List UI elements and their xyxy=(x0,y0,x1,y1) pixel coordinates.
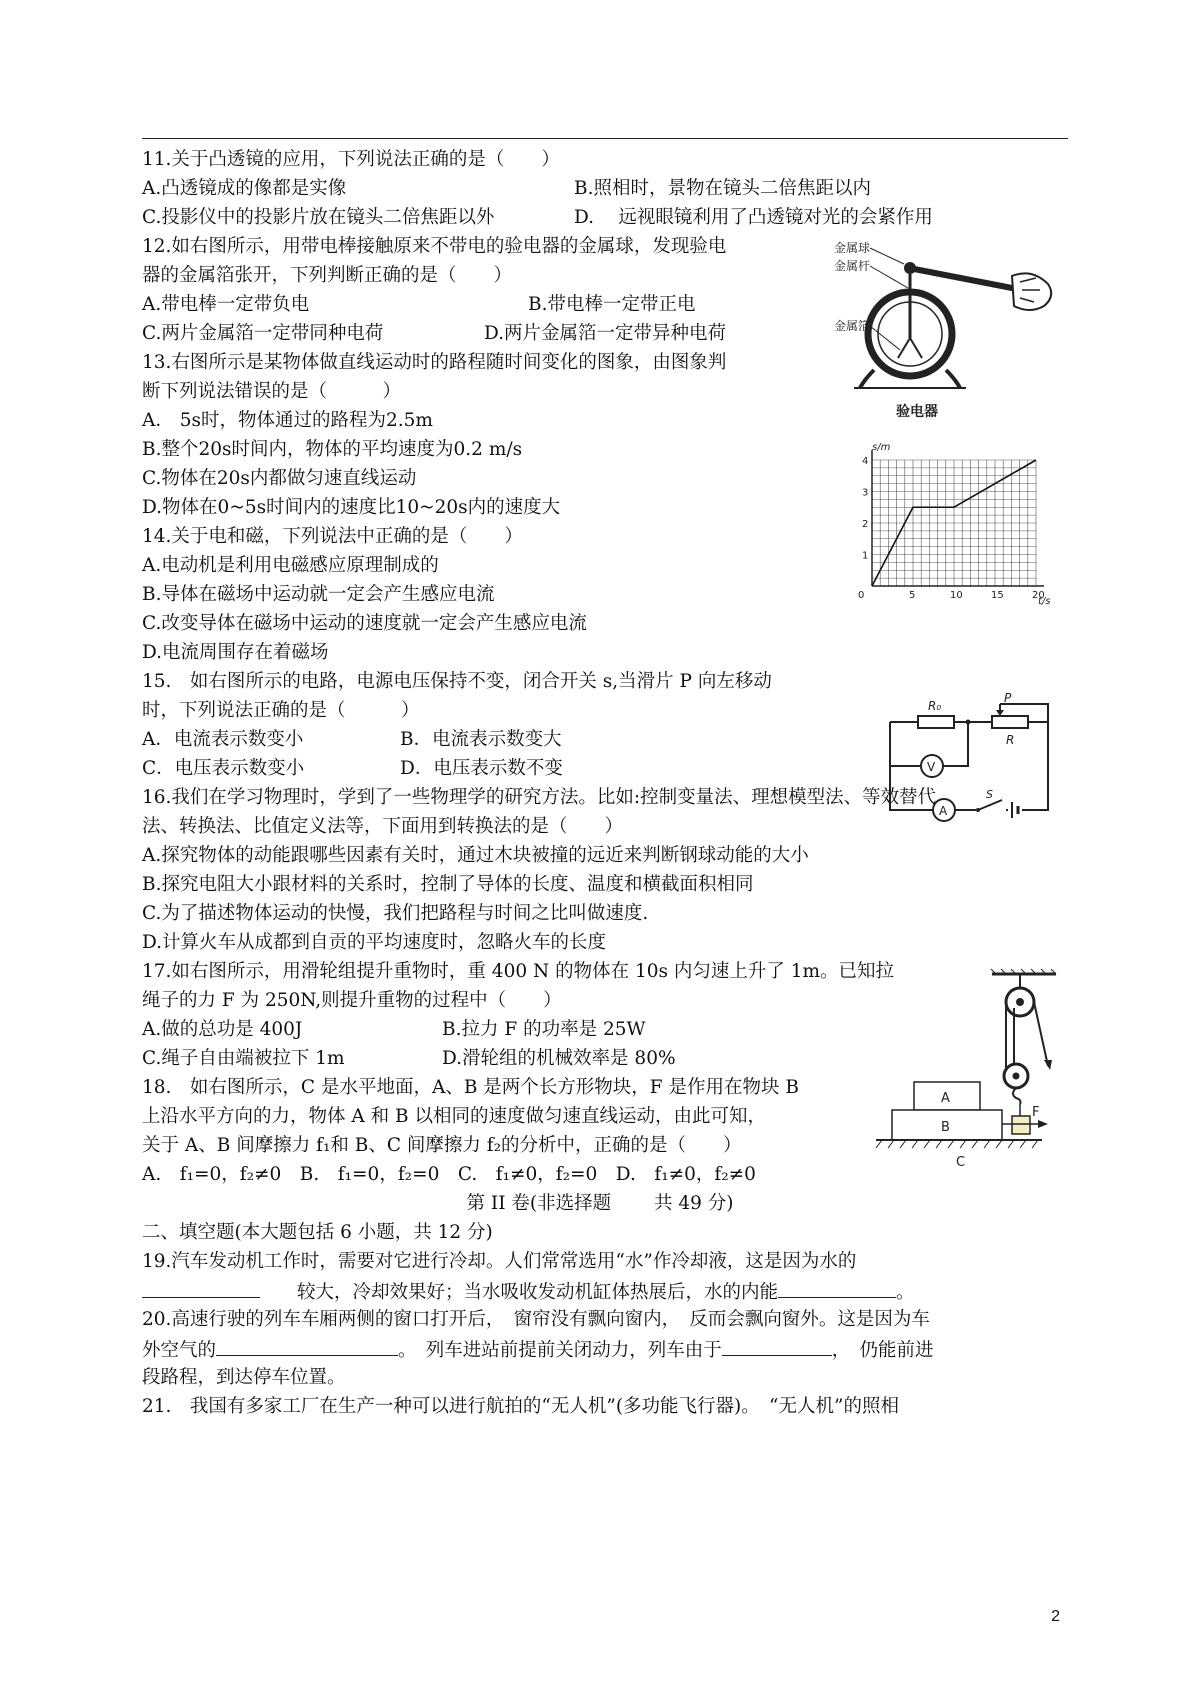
circuit-voltmeter-label: V xyxy=(927,760,936,774)
q16-option-a: A.探究物体的动能跟哪些因素有关时，通过木块被撞的远近来判断钢球动能的大小 xyxy=(142,845,809,866)
q13-option-c: C.物体在20s内都做匀速直线运动 xyxy=(142,468,417,489)
q15-option-d: D．电压表示数不变 xyxy=(400,758,563,779)
electroscope-caption: 验电器 xyxy=(896,404,938,420)
q19-text-1: 较大，冷却效果好；当水吸收发动机缸体热展后，水的内能 xyxy=(260,1282,779,1303)
chart-grid xyxy=(872,460,1036,586)
q20-text-1: 外空气的 xyxy=(142,1340,217,1361)
q12-option-a: A.带电棒一定带负电 xyxy=(142,294,310,315)
q17-stem-line1: 17.如右图所示，用滑轮组提升重物时，重 400 N 的物体在 10s 内匀速上升了 1m。已知拉 xyxy=(142,961,895,982)
y-tick-label: 3 xyxy=(862,487,869,499)
q19-line2 xyxy=(142,1279,915,1305)
q16-stem-line2: 法、转换法、比值定义法等，下面用到转换法的是（ ） xyxy=(142,816,624,837)
q19-text-2: 。 xyxy=(896,1282,915,1303)
electroscope-figure xyxy=(834,238,1064,424)
q13-option-d: D.物体在0~5s时间内的速度比10~20s内的速度大 xyxy=(142,497,561,518)
q17-option-a: A.做的总功是 400J xyxy=(142,1019,303,1040)
block-a-label: A xyxy=(941,1091,950,1106)
header-rule xyxy=(142,138,1068,139)
q13-option-a: A． 5s时，物体通过的路程为2.5m xyxy=(142,410,433,431)
q13-option-b: B.整个20s时间内，物体的平均速度为0.2 m/s xyxy=(142,439,523,460)
q11-option-b: B.照相时，景物在镜头二倍焦距以内 xyxy=(574,178,871,199)
electroscope-label-ball: 金属球 xyxy=(834,241,871,255)
q14-option-d: D.电流周围存在着磁场 xyxy=(142,642,329,663)
x-tick-label: 5 xyxy=(909,590,916,601)
q11-option-a: A.凸透镜成的像都是实像 xyxy=(142,178,347,199)
x-tick-label: 15 xyxy=(991,590,1004,601)
circuit-label-p: P xyxy=(1004,692,1012,705)
q20-line3: 段路程，到达停车位置。 xyxy=(142,1367,346,1388)
q18-options: A. f₁=0，f₂≠0 B. f₁=0，f₂=0 C. f₁≠0，f₂=0 D. f₁≠0，f₂≠0 xyxy=(142,1164,756,1185)
distance-time-chart xyxy=(850,440,1060,606)
q17-stem-line2: 绳子的力 F 为 250N,则提升重物的过程中（ ） xyxy=(142,990,562,1011)
circuit-ammeter-label: A xyxy=(939,804,948,818)
q20-blank-1[interactable] xyxy=(216,1337,398,1356)
q18-stem-line1: 18. 如右图所示，C 是水平地面，A、B 是两个长方形物块，F 是作用在物块 B xyxy=(142,1077,799,1098)
electroscope-label-rod: 金属杆 xyxy=(834,259,871,273)
q11-stem: 11.关于凸透镜的应用，下列说法正确的是（ ） xyxy=(142,149,560,170)
q12-option-b: B.带电棒一定带正电 xyxy=(528,294,696,315)
chart-xlabel: t/s xyxy=(1038,596,1051,606)
q12-stem-line1: 12.如右图所示，用带电棒接触原来不带电的验电器的金属球，发现验电 xyxy=(142,236,727,257)
y-tick-label: 2 xyxy=(862,519,869,530)
q14-option-c: C.改变导体在磁场中运动的速度就一定会产生感应电流 xyxy=(142,613,587,634)
force-f-label: F xyxy=(1032,1105,1040,1120)
x-tick-label: 20 xyxy=(1032,590,1045,601)
page-number: 2 xyxy=(1051,1608,1060,1625)
electroscope-label-foil: 金属箔 xyxy=(834,319,871,333)
q16-stem-line1: 16.我们在学习物理时，学到了一些物理学的研究方法。比如:控制变量法、理想模型法、等效替代 xyxy=(142,787,937,808)
q12-stem-line2: 器的金属箔张开，下列判断正确的是（ ） xyxy=(142,265,513,286)
q15-option-b: B．电流表示数变大 xyxy=(400,729,562,750)
q17-option-c: C.绳子自由端被拉下 1m xyxy=(142,1048,345,1069)
q20-text-3: ， 仍能前进 xyxy=(831,1340,934,1361)
q20-line1: 20.高速行驶的列车车厢两侧的窗口打开后， 窗帘没有飘向窗内， 反而会飘向窗外。这是因为车 xyxy=(142,1309,930,1330)
y-tick-label: 1 xyxy=(862,550,869,562)
q14-option-b: B.导体在磁场中运动就一定会产生感应电流 xyxy=(142,584,495,605)
circuit-label-r0: R₀ xyxy=(928,699,942,713)
q17-option-d: D.滑轮组的机械效率是 80% xyxy=(442,1048,676,1069)
q20-text-2: 。 列车进站前提前关闭动力，列车由于 xyxy=(398,1340,722,1361)
section2-title: 二、填空题(本大题包括 6 小题，共 12 分) xyxy=(142,1222,493,1243)
q18-stem-line3: 关于 A、B 间摩擦力 f₁和 B、C 间摩擦力 f₂的分析中，正确的是（ ） xyxy=(142,1135,742,1156)
q16-option-b: B.探究电阻大小跟材料的关系时，控制了导体的长度、温度和横截面积相同 xyxy=(142,874,754,895)
circuit-switch-label: S xyxy=(986,788,993,801)
q13-stem-line1: 13.右图所示是某物体做直线运动时的路程随时间变化的图象，由图象判 xyxy=(142,352,727,373)
q13-stem-line2: 断下列说法错误的是（ ） xyxy=(142,381,402,402)
q14-option-a: A.电动机是利用电磁感应原理制成的 xyxy=(142,555,439,576)
q16-option-d: D.计算火车从成都到自贡的平均速度时，忽略火车的长度 xyxy=(142,932,607,953)
q11-option-d: D. 远视眼镜利用了凸透镜对光的会紧作用 xyxy=(574,207,933,228)
q16-option-c: C.为了描述物体运动的快慢，我们把路程与时间之比叫做速度. xyxy=(142,903,649,924)
x-tick-label: 0 xyxy=(858,590,865,601)
y-tick-label: 4 xyxy=(862,456,869,467)
q19-line1: 19.汽车发动机工作时，需要对它进行冷却。人们常常选用“水”作冷却液，这是因为水的 xyxy=(142,1251,857,1272)
q15-stem-line1: 15. 如右图所示的电路，电源电压保持不变，闭合开关 s,当滑片 P 向左移动 xyxy=(142,671,772,692)
chart-ylabel: s/m xyxy=(872,442,891,453)
block-b-label: B xyxy=(941,1120,950,1135)
q20-line2 xyxy=(142,1337,934,1363)
q15-option-a: A．电流表示数变小 xyxy=(142,729,304,750)
q19-blank-2[interactable] xyxy=(778,1279,896,1298)
blocks-figure xyxy=(872,1076,1062,1176)
q20-blank-2[interactable] xyxy=(722,1337,832,1356)
q12-option-c: C.两片金属箔一定带同种电荷 xyxy=(142,323,384,344)
chart-tick-labels xyxy=(858,456,1045,601)
q11-option-c: C.投影仪中的投影片放在镜头二倍焦距以外 xyxy=(142,207,495,228)
circuit-label-r: R xyxy=(1006,733,1015,747)
x-tick-label: 10 xyxy=(950,590,963,601)
q21-line1: 21. 我国有多家工厂在生产一种可以进行航拍的“无人机”(多功能飞行器)。 “无人机”的照相 xyxy=(142,1396,899,1417)
q15-option-c: C．电压表示数变小 xyxy=(142,758,305,779)
q19-blank-1[interactable] xyxy=(142,1279,260,1298)
q14-stem: 14.关于电和磁，下列说法中正确的是（ ） xyxy=(142,526,523,547)
q12-option-d: D.两片金属箔一定带异种电荷 xyxy=(484,323,727,344)
part2-title: 第 II 卷(非选择题 共 49 分) xyxy=(466,1193,734,1214)
q18-stem-line2: 上沿水平方向的力，物体 A 和 B 以相同的速度做匀速直线运动，由此可知， xyxy=(142,1106,766,1127)
ground-c-label: C xyxy=(956,1155,966,1170)
q15-stem-line2: 时，下列说法正确的是（ ） xyxy=(142,700,420,721)
q17-option-b: B.拉力 F 的功率是 25W xyxy=(442,1019,646,1040)
